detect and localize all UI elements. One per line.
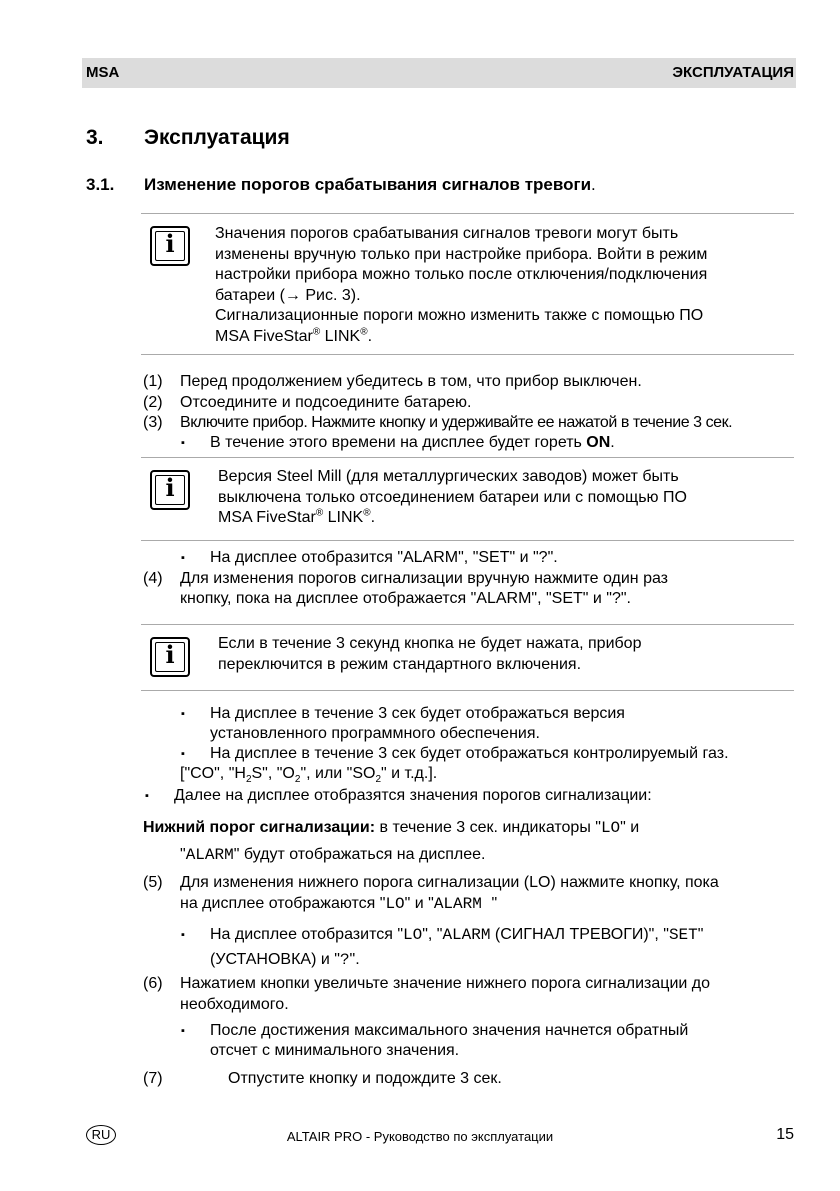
bullet-version-line-1: На дисплее в течение 3 сек будет отображаться версия bbox=[210, 705, 625, 722]
note1-line-2: изменены вручную только при настройке прибора. Войти в режим bbox=[215, 245, 708, 263]
bullet: ▪ bbox=[181, 1025, 185, 1037]
subsection-number: 3.1. bbox=[86, 175, 115, 194]
section-number: 3. bbox=[86, 126, 104, 149]
language-badge: RU bbox=[86, 1125, 116, 1145]
bullet-alarm-set-text: На дисплее отобразится "ALARM", "SET" и "?". bbox=[210, 549, 558, 566]
bullet-gas-line-2: ["CO", "$H_2S$", "$O_2$", или "$SO_2$" и т.д.]. bbox=[180, 765, 438, 786]
step-3-num: (3) bbox=[143, 414, 163, 431]
step-6-num: (6) bbox=[143, 975, 163, 992]
note-box-2 bbox=[141, 457, 794, 541]
bullet: ▪ bbox=[181, 748, 185, 760]
section-title: Эксплуатация bbox=[144, 126, 290, 149]
step-5-num: (5) bbox=[143, 874, 163, 891]
step-7-text: Отпустите кнопку и подождите 3 сек. bbox=[228, 1070, 502, 1087]
info-icon: i bbox=[150, 226, 190, 266]
low-alarm-line-1: Нижний порог сигнализации: в течение 3 сек. индикаторы "LO" и bbox=[143, 819, 640, 837]
footer-title: ALTAIR PRO - Руководство по эксплуатации bbox=[286, 1129, 554, 1144]
note1-line-1: Значения порогов срабатывания сигналов тревоги могут быть bbox=[215, 225, 679, 242]
info-icon: i bbox=[150, 470, 190, 510]
note-box-1 bbox=[141, 213, 794, 355]
note3-line-2: переключится в режим стандартного включения. bbox=[218, 655, 582, 673]
header-chapter: ЭКСПЛУАТАЦИЯ bbox=[672, 64, 794, 81]
bullet: ▪ bbox=[145, 790, 149, 802]
step-5-line-2: на дисплее отображаются "LO" и "ALARM " bbox=[180, 895, 498, 913]
bullet: ▪ bbox=[181, 929, 185, 941]
note1-line-5: Сигнализационные пороги можно изменить также с помощью ПО bbox=[215, 307, 704, 324]
step-5-line-1: Для изменения нижнего порога сигнализации (LO) нажмите кнопку, пока bbox=[180, 874, 719, 891]
step-4-num: (4) bbox=[143, 570, 163, 587]
subsection-dot: . bbox=[591, 175, 596, 194]
bullet-gas-line-1: На дисплее в течение 3 сек будет отображаться контролируемый газ. bbox=[210, 745, 729, 762]
step-2-text: Отсоедините и подсоедините батарею. bbox=[180, 394, 472, 411]
note1-line-4: батареи (→ Рис. 3). bbox=[215, 286, 361, 304]
bullet-lo-line-2: (УСТАНОВКА) и "?". bbox=[210, 951, 360, 969]
subsection-title: Изменение порогов срабатывания сигналов тревоги bbox=[144, 175, 592, 194]
step-6-line-2: необходимого. bbox=[180, 996, 289, 1013]
note1-line-6: MSA FiveStar® LINK®. bbox=[215, 326, 373, 345]
step-2-num: (2) bbox=[143, 394, 163, 411]
bullet-lo-line-1: На дисплее отобразится "LO", "ALARM (СИГНАЛ ТРЕВОГИ)", "SET" bbox=[210, 926, 704, 944]
note3-line-1: Если в течение 3 секунд кнопка не будет нажата, прибор bbox=[218, 635, 642, 652]
low-alarm-line-2: "ALARM" будут отображаться на дисплее. bbox=[180, 846, 486, 864]
step-7-num: (7) bbox=[143, 1070, 163, 1087]
bullet: ▪ bbox=[181, 437, 185, 449]
step-1-num: (1) bbox=[143, 373, 163, 390]
note-box-3 bbox=[141, 624, 794, 691]
bullet-display-text: Далее на дисплее отобразятся значения порогов сигнализации: bbox=[174, 787, 652, 804]
info-icon: i bbox=[150, 637, 190, 677]
step-4-line-1: Для изменения порогов сигнализации вручную нажмите один раз bbox=[180, 570, 669, 587]
bullet: ▪ bbox=[181, 552, 185, 564]
note2-line-3: MSA FiveStar® LINK®. bbox=[218, 507, 376, 526]
bullet-on-text: В течение этого времени на дисплее будет гореть ON. bbox=[210, 434, 615, 451]
step-1-text: Перед продолжением убедитесь в том, что прибор выключен. bbox=[180, 373, 642, 390]
page-number: 15 bbox=[776, 1126, 794, 1143]
header-brand: MSA bbox=[86, 64, 120, 81]
step-6-line-1: Нажатием кнопки увеличьте значение нижнего порога сигнализации до bbox=[180, 975, 710, 992]
bullet-count-line-1: После достижения максимального значения начнется обратный bbox=[210, 1022, 689, 1039]
note1-line-3: настройки прибора можно только после отключения/подключения bbox=[215, 266, 708, 283]
bullet-version-line-2: установленного программного обеспечения. bbox=[210, 725, 540, 742]
note2-line-2: выключена только отсоединением батареи или с помощью ПО bbox=[218, 488, 687, 506]
bullet: ▪ bbox=[181, 708, 185, 720]
step-4-line-2: кнопку, пока на дисплее отображается "ALARM", "SET" и "?". bbox=[180, 590, 631, 607]
note2-line-1: Версия Steel Mill (для металлургических заводов) может быть bbox=[218, 468, 679, 485]
step-3-text: Включите прибор. Нажмите кнопку и удерживайте ее нажатой в течение 3 сек. bbox=[180, 414, 733, 431]
bullet-count-line-2: отсчет с минимального значения. bbox=[210, 1042, 460, 1059]
